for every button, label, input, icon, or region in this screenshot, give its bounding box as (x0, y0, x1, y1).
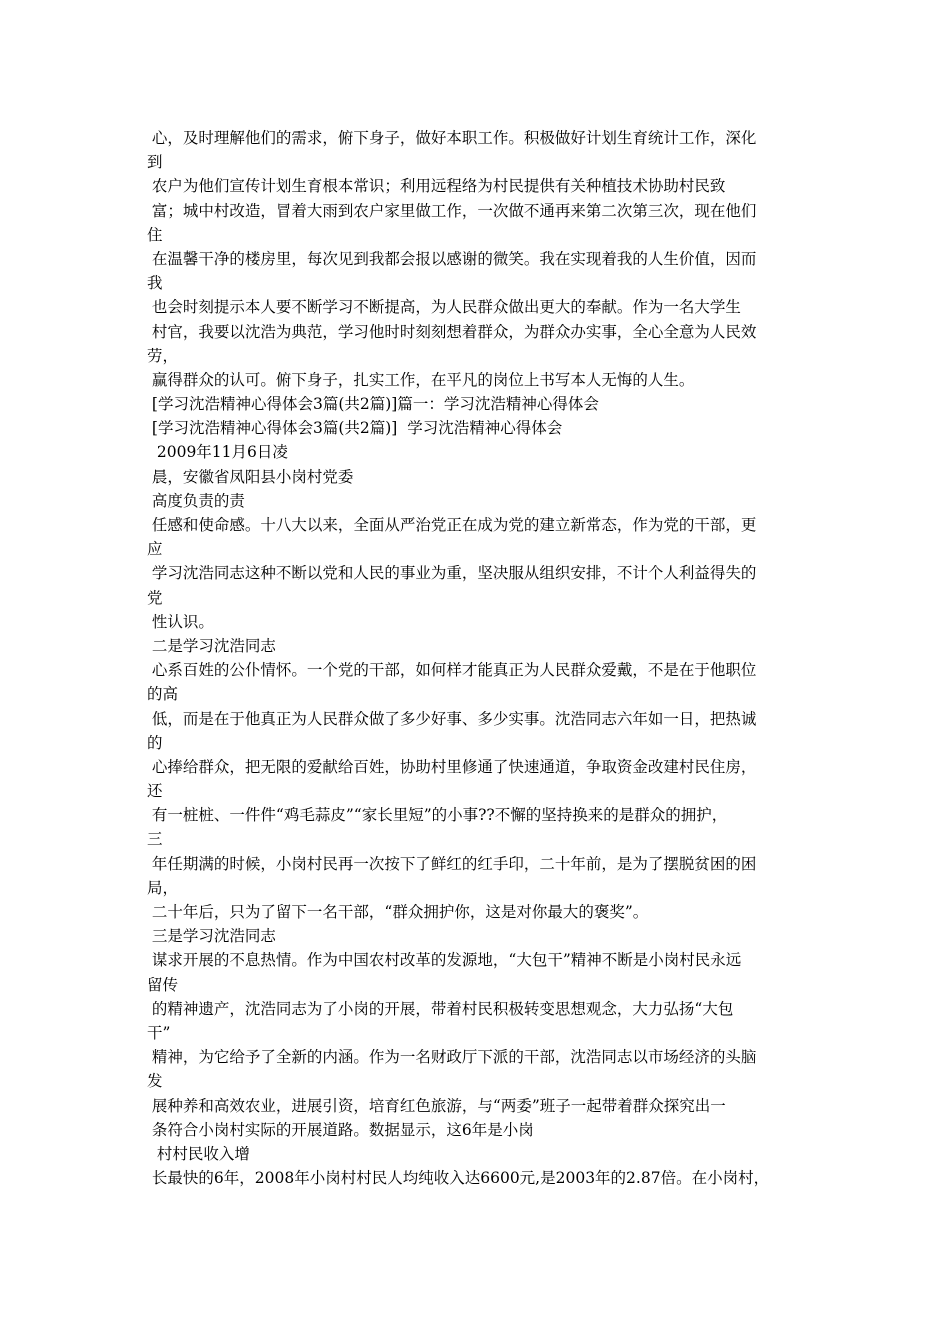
text-line: 发 (147, 1072, 163, 1091)
text-line: 的高 (147, 685, 179, 704)
text-line: 晨，安徽省凤阳县小岗村党委 (147, 467, 354, 486)
text-line: 村官，我要以沈浩为典范，学习他时时刻刻想着群众，为群众办实事，全心全意为人民效 (147, 322, 757, 341)
text-line: 谋求开展的不息热情。作为中国农村改革的发源地，“大包干”精神不断是小岗村民永远 (147, 951, 742, 970)
text-line: 高度负责的责 (147, 491, 245, 510)
text-line: 到 (147, 153, 163, 172)
text-line: 性认识。 (147, 612, 214, 631)
text-line: 我 (147, 274, 163, 293)
text-line: 赢得群众的认可。俯下身子，扎实工作，在平凡的岗位上书写本人无悔的人生。 (147, 370, 695, 389)
text-line: 的精神遗产，沈浩同志为了小岗的开展，带着村民积极转变思想观念，大力弘扬“大包 (147, 999, 734, 1018)
text-line: 富；城中村改造，冒着大雨到农户家里做工作，一次做不通再来第二次第三次，现在他们 (147, 201, 757, 220)
text-line: 应 (147, 540, 163, 559)
text-line: 长最快的6年，2008年小岗村村民人均纯收入达6600元,是2003年的2.87倍。在小岗村， (147, 1169, 770, 1188)
text-line: 局， (147, 878, 179, 897)
text-line: 农户为他们宣传计划生育根本常识；利用远程络为村民提供有关种植技术协助村民致 (147, 177, 726, 196)
text-line: 二是学习沈浩同志 (147, 636, 276, 655)
text-line: 展种养和高效农业，进展引资，培育红色旅游，与“两委”班子一起带着群众探究出一 (147, 1096, 726, 1115)
text-line: 2009年11月6日凌 (147, 443, 288, 462)
text-line: 心系百姓的公仆情怀。一个党的干部，如何样才能真正为人民群众爱戴，不是在于他职位 (147, 661, 757, 680)
text-line: 三 (147, 830, 163, 849)
text-line: [学习沈浩精神心得体会3篇(共2篇)] 学习沈浩精神心得体会 (147, 419, 563, 438)
text-line: 党 (147, 588, 163, 607)
text-line: 年任期满的时候，小岗村民再一次按下了鲜红的红手印，二十年前，是为了摆脱贫困的困 (147, 854, 757, 873)
text-line: 也会时刻提示本人要不断学习不断提高，为人民群众做出更大的奉献。作为一名大学生 (147, 298, 741, 317)
text-line: 心，及时理解他们的需求，俯下身子，做好本职工作。积极做好计划生育统计工作，深化 (147, 129, 757, 147)
text-line: 在温馨干净的楼房里，每次见到我都会报以感谢的微笑。我在实现着我的人生价值，因而 (147, 249, 757, 268)
text-line: 干” (147, 1023, 171, 1042)
text-line: 劳， (147, 346, 179, 365)
text-line: 有一桩桩、一件件“鸡毛蒜皮”“家长里短”的小事??不懈的坚持换来的是群众的拥护， (147, 806, 728, 825)
text-line: 二十年后，只为了留下一名干部，“群众拥护你，这是对你最大的褒奖”。 (147, 903, 649, 921)
document-body (147, 126, 812, 1190)
text-line: 精神，为它给予了全新的内涵。作为一名财政厅下派的干部，沈浩同志以市场经济的头脑 (147, 1048, 757, 1067)
text-line: 心捧给群众，把无限的爱献给百姓，协助村里修通了快速通道，争取资金改建村民住房， (147, 757, 757, 776)
text-line: 还 (147, 782, 163, 801)
text-line: 低，而是在于他真正为人民群众做了多少好事、多少实事。沈浩同志六年如一日，把热诚 (147, 709, 757, 728)
text-line: 学习沈浩同志这种不断以党和人民的事业为重，坚决服从组织安排，不计个人利益得失的 (147, 564, 757, 583)
text-line: 留传 (147, 975, 179, 994)
text-line: 条符合小岗村实际的开展道路。数据显示，这6年是小岗 (147, 1120, 534, 1139)
text-line: 住 (147, 225, 163, 244)
text-line: 的 (147, 733, 163, 752)
text-line: 任感和使命感。十八大以来，全面从严治党正在成为党的建立新常态，作为党的干部，更 (147, 516, 757, 534)
text-line: 村村民收入增 (147, 1144, 250, 1163)
text-line: [学习沈浩精神心得体会3篇(共2篇)]篇一：学习沈浩精神心得体会 (147, 395, 599, 414)
text-line: 三是学习沈浩同志 (147, 927, 276, 946)
